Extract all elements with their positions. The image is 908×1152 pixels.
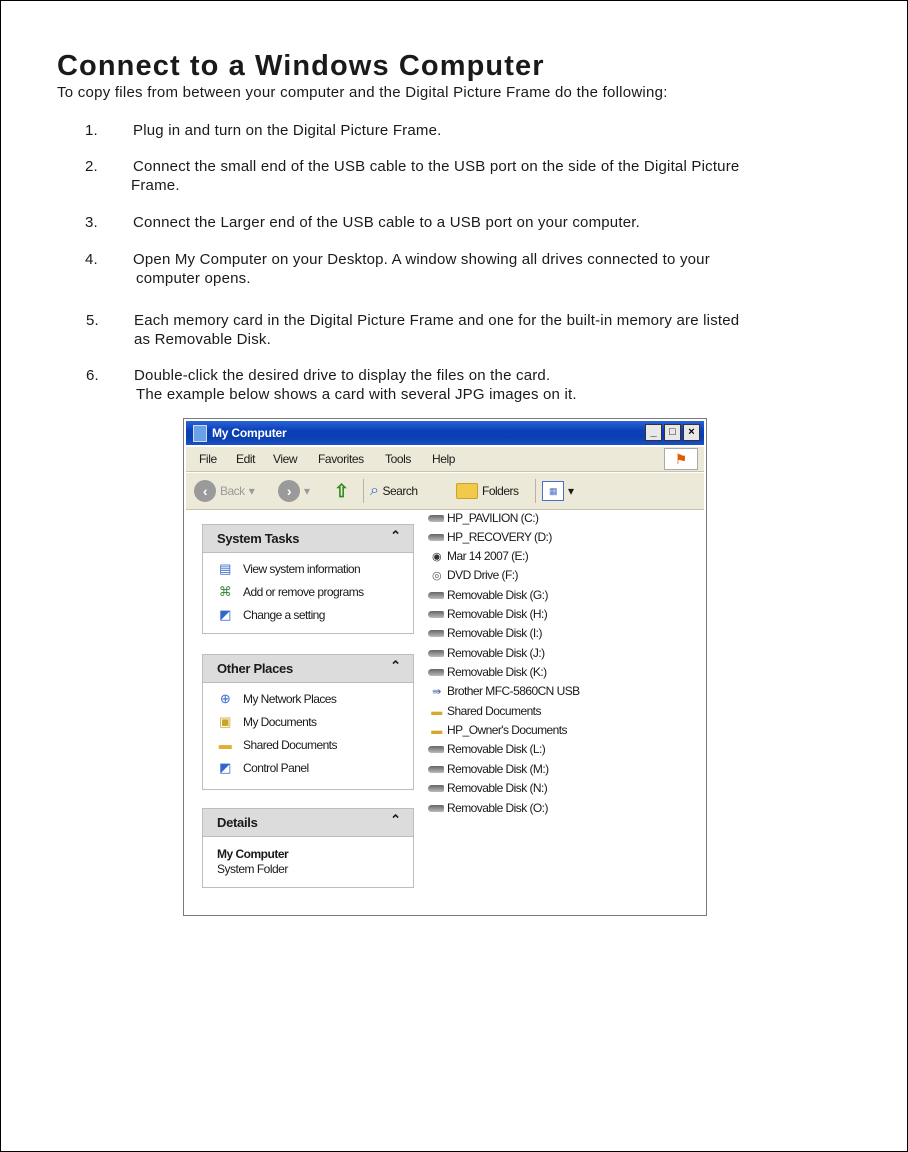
drive-label: Removable Disk (N:) bbox=[447, 781, 548, 795]
drive-item[interactable] bbox=[428, 626, 542, 645]
windows-logo-icon: ⚑ bbox=[664, 448, 698, 470]
drive-item[interactable] bbox=[428, 762, 549, 781]
up-folder-icon: ⇧ bbox=[334, 480, 349, 501]
views-button[interactable] bbox=[542, 479, 574, 503]
back-arrow-icon: ‹ bbox=[194, 480, 216, 502]
search-button[interactable] bbox=[370, 479, 418, 503]
dvd-drive-icon: ◎ bbox=[431, 570, 442, 582]
menu-favorites[interactable]: Favorites bbox=[318, 452, 364, 466]
hard-drive-icon bbox=[428, 534, 444, 541]
removable-disk-icon bbox=[428, 611, 444, 618]
intro-text: To copy files from between your computer and the Digital Picture Frame do the following: bbox=[57, 84, 668, 101]
step-text: Double-click the desired drive to display the files on the card. bbox=[134, 367, 551, 384]
back-label: Back bbox=[220, 484, 245, 498]
drive-label: Mar 14 2007 (E:) bbox=[447, 549, 529, 563]
drive-item[interactable] bbox=[428, 511, 538, 530]
step-text: Open My Computer on your Desktop. A window showing all drives connected to your bbox=[133, 251, 710, 268]
collapse-icon[interactable]: ⌃ bbox=[390, 528, 401, 543]
step-text-cont: computer opens. bbox=[136, 270, 251, 287]
step-number: 6. bbox=[86, 367, 99, 384]
step-number: 1. bbox=[85, 122, 98, 139]
place-label: Control Panel bbox=[243, 761, 309, 775]
removable-disk-icon bbox=[428, 630, 444, 637]
drive-label: Shared Documents bbox=[447, 704, 541, 718]
drive-item[interactable] bbox=[428, 704, 541, 723]
step-text-cont: The example below shows a card with several JPG images on it. bbox=[136, 386, 577, 403]
place-item[interactable] bbox=[203, 734, 413, 757]
place-item[interactable] bbox=[203, 711, 413, 734]
back-button[interactable] bbox=[194, 479, 254, 503]
drive-item[interactable] bbox=[428, 665, 547, 684]
control-panel-icon: ◩ bbox=[219, 760, 231, 775]
details-type: System Folder bbox=[217, 862, 288, 876]
step-text: Plug in and turn on the Digital Picture Frame. bbox=[133, 122, 442, 139]
removable-disk-icon bbox=[428, 669, 444, 676]
drive-label: Removable Disk (J:) bbox=[447, 646, 545, 660]
close-button[interactable]: × bbox=[683, 424, 700, 441]
up-folder-button[interactable] bbox=[334, 479, 349, 503]
drive-label: HP_PAVILION (C:) bbox=[447, 511, 539, 525]
task-label: Add or remove programs bbox=[243, 585, 364, 599]
step-number: 5. bbox=[86, 312, 99, 329]
drive-label: Removable Disk (I:) bbox=[447, 626, 542, 640]
toolbar bbox=[186, 473, 704, 510]
folder-icon: ▬ bbox=[218, 737, 232, 752]
collapse-icon[interactable]: ⌃ bbox=[390, 812, 401, 827]
step-text: Each memory card in the Digital Picture Frame and one for the built-in memory are listed bbox=[134, 312, 740, 329]
search-icon: ⌕ bbox=[370, 482, 379, 499]
removable-disk-icon bbox=[428, 746, 444, 753]
folder-icon: ▬ bbox=[431, 725, 442, 737]
forward-arrow-icon: › bbox=[278, 480, 300, 502]
removable-disk-icon bbox=[428, 592, 444, 599]
details-name: My Computer bbox=[217, 847, 289, 861]
panel-title: Other Places bbox=[217, 661, 293, 676]
maximize-button[interactable]: □ bbox=[664, 424, 681, 441]
views-icon: ▦ bbox=[542, 481, 564, 501]
cd-drive-icon: ◉ bbox=[431, 551, 442, 563]
scanner-icon: ⇛ bbox=[432, 686, 441, 698]
place-label: My Documents bbox=[243, 715, 317, 729]
step-number: 2. bbox=[85, 158, 98, 175]
menu-tools[interactable]: Tools bbox=[385, 452, 412, 466]
my-computer-window bbox=[183, 418, 707, 916]
add-remove-programs-icon: ⌘ bbox=[218, 584, 232, 599]
place-label: My Network Places bbox=[243, 692, 337, 706]
menu-file[interactable]: File bbox=[199, 452, 217, 466]
folder-icon bbox=[456, 483, 478, 499]
place-item[interactable] bbox=[203, 757, 413, 780]
other-places-panel bbox=[202, 654, 414, 790]
minimize-button[interactable]: _ bbox=[645, 424, 662, 441]
drive-item[interactable] bbox=[428, 684, 580, 703]
drive-label: Removable Disk (G:) bbox=[447, 588, 548, 602]
panel-header[interactable] bbox=[203, 809, 413, 837]
step-text-cont: Frame. bbox=[131, 177, 180, 194]
system-info-icon: ▤ bbox=[219, 561, 231, 576]
drive-item[interactable] bbox=[428, 781, 547, 800]
task-item[interactable] bbox=[203, 558, 413, 581]
panel-title: Details bbox=[217, 815, 258, 830]
step-number: 4. bbox=[85, 251, 98, 268]
step-number: 3. bbox=[85, 214, 98, 231]
removable-disk-icon bbox=[428, 650, 444, 657]
step-text: Connect the Larger end of the USB cable to a USB port on your computer. bbox=[133, 214, 640, 231]
dropdown-arrow-icon: ▾ bbox=[568, 484, 574, 498]
panel-header[interactable] bbox=[203, 655, 413, 683]
step-text-cont: as Removable Disk. bbox=[134, 331, 271, 348]
drive-item[interactable] bbox=[428, 549, 528, 568]
folders-label: Folders bbox=[482, 484, 519, 498]
menu-view[interactable]: View bbox=[273, 452, 298, 466]
system-tasks-panel bbox=[202, 524, 414, 634]
toolbar-divider bbox=[535, 479, 536, 503]
dropdown-arrow-icon: ▾ bbox=[304, 484, 310, 498]
window-title: My Computer bbox=[212, 426, 287, 440]
drive-label: HP_RECOVERY (D:) bbox=[447, 530, 552, 544]
removable-disk-icon bbox=[428, 785, 444, 792]
page-title: Connect to a Windows Computer bbox=[57, 50, 545, 82]
panel-header[interactable] bbox=[203, 525, 413, 553]
panel-title: System Tasks bbox=[217, 531, 300, 546]
search-label: Search bbox=[382, 484, 418, 498]
place-label: Shared Documents bbox=[243, 738, 337, 752]
drive-label: DVD Drive (F:) bbox=[447, 568, 518, 582]
drive-label: HP_Owner's Documents bbox=[447, 723, 568, 737]
step-text: Connect the small end of the USB cable to the USB port on the side of the Digital Picture bbox=[133, 158, 740, 175]
toolbar-divider bbox=[363, 479, 364, 503]
drive-item[interactable] bbox=[428, 607, 547, 626]
folders-button[interactable] bbox=[456, 479, 519, 503]
collapse-icon[interactable]: ⌃ bbox=[390, 658, 401, 673]
forward-button[interactable] bbox=[278, 479, 310, 503]
place-item[interactable] bbox=[203, 688, 413, 711]
drive-item[interactable] bbox=[428, 530, 552, 549]
drive-list bbox=[424, 511, 704, 913]
removable-disk-icon bbox=[428, 805, 444, 812]
hard-drive-icon bbox=[428, 515, 444, 522]
menu-bar bbox=[186, 447, 704, 472]
drive-item[interactable] bbox=[428, 742, 545, 761]
menu-edit[interactable]: Edit bbox=[236, 452, 256, 466]
my-documents-icon: ▣ bbox=[219, 714, 231, 729]
drive-item[interactable] bbox=[428, 588, 548, 607]
task-label: View system information bbox=[243, 562, 361, 576]
folder-icon: ▬ bbox=[431, 706, 442, 718]
drive-label: Removable Disk (K:) bbox=[447, 665, 547, 679]
removable-disk-icon bbox=[428, 766, 444, 773]
title-bar bbox=[186, 421, 704, 445]
drive-label: Removable Disk (M:) bbox=[447, 762, 549, 776]
task-pane bbox=[186, 511, 416, 913]
details-panel bbox=[202, 808, 414, 888]
drive-label: Removable Disk (H:) bbox=[447, 607, 548, 621]
drive-item[interactable] bbox=[428, 568, 518, 587]
network-places-icon: ⊕ bbox=[219, 691, 231, 706]
task-item[interactable] bbox=[203, 604, 413, 627]
drive-label: Brother MFC-5860CN USB bbox=[447, 684, 580, 698]
drive-item[interactable] bbox=[428, 801, 548, 820]
drive-label: Removable Disk (O:) bbox=[447, 801, 548, 815]
drive-item[interactable] bbox=[428, 646, 545, 665]
menu-help[interactable]: Help bbox=[432, 452, 456, 466]
control-panel-icon: ◩ bbox=[219, 607, 231, 622]
task-item[interactable] bbox=[203, 581, 413, 604]
dropdown-arrow-icon: ▾ bbox=[248, 484, 255, 498]
task-label: Change a setting bbox=[243, 608, 325, 622]
drive-item[interactable] bbox=[428, 723, 567, 742]
computer-icon bbox=[193, 425, 207, 442]
drive-label: Removable Disk (L:) bbox=[447, 742, 546, 756]
